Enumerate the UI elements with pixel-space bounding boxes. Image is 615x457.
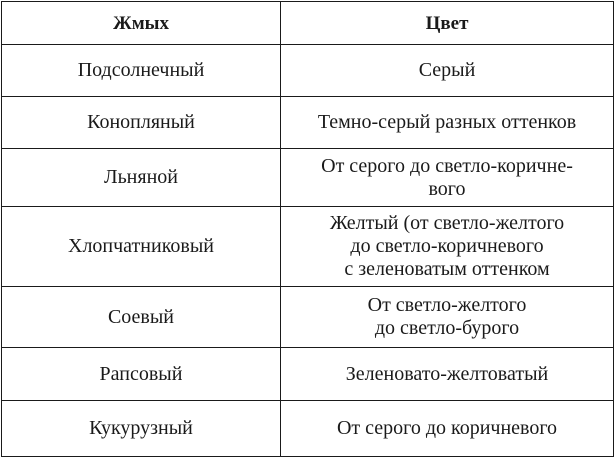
color-line: Желтый (от светло-желтого xyxy=(329,212,565,234)
color-line: до светло-бурого xyxy=(374,317,520,339)
cake-cell: Соевый xyxy=(2,287,281,348)
cake-cell: Кукурузный xyxy=(2,401,281,457)
color-line: Темно-серый разных оттенков xyxy=(317,111,577,133)
color-line: с зеленоватым оттенком xyxy=(344,258,550,280)
table-row xyxy=(2,45,614,97)
color-line: Серый xyxy=(418,59,476,81)
color-cell xyxy=(281,401,614,457)
header-cake: Жмых xyxy=(2,2,281,45)
cake-cell: Льняной xyxy=(2,149,281,207)
table-row xyxy=(2,97,614,149)
color-line: От серого до светло-коричне- xyxy=(321,154,573,177)
color-cell xyxy=(281,45,614,97)
color-cell xyxy=(281,348,614,401)
table-row xyxy=(2,207,614,287)
color-line: вого xyxy=(428,177,466,200)
color-line: до светло-коричневого xyxy=(350,235,544,257)
table-row xyxy=(2,401,614,457)
color-cell xyxy=(281,207,614,287)
table-row xyxy=(2,149,614,207)
color-line: Зеленовато-желтоватый xyxy=(345,362,549,385)
table-row xyxy=(2,348,614,401)
cake-cell: Хлопчатниковый xyxy=(2,207,281,287)
color-cell xyxy=(281,97,614,149)
table-row xyxy=(2,287,614,348)
color-line: От серого до коричневого xyxy=(336,417,558,439)
cake-color-table xyxy=(1,1,614,457)
header-row xyxy=(2,2,614,45)
color-cell xyxy=(281,149,614,207)
color-line: От светло-желтого xyxy=(367,294,527,316)
cake-cell: Рапсовый xyxy=(2,348,281,401)
color-cell xyxy=(281,287,614,348)
cake-cell: Конопляный xyxy=(2,97,281,149)
header-color: Цвет xyxy=(281,2,614,45)
cake-cell: Подсолнечный xyxy=(2,45,281,97)
